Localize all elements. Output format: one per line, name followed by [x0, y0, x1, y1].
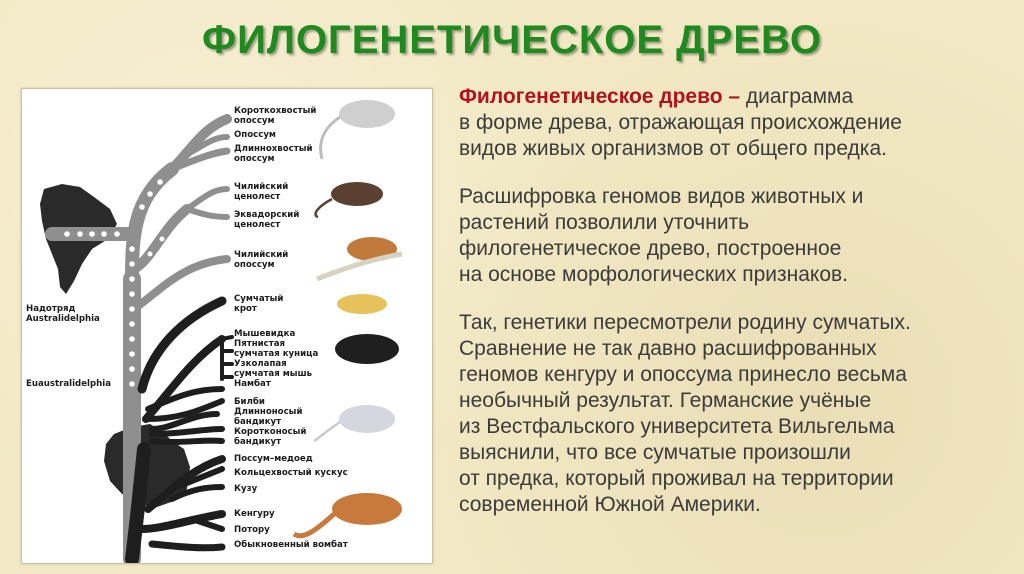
- text-line: растений позволили уточнить: [459, 211, 750, 234]
- opossum-image: [339, 100, 395, 128]
- description-text: [459, 84, 1019, 540]
- leaf-label: Короткохвостый: [234, 106, 317, 116]
- bilby-image: [339, 405, 395, 433]
- text-line: Сравнение не так давно расшифрованных: [459, 337, 877, 360]
- text-line: Так, генетики пересмотрели родину сумчатых.: [459, 311, 911, 334]
- leaf-label: Пятнистая: [234, 339, 286, 349]
- leaf-label: сумчатая куница: [234, 349, 319, 359]
- text-line: Расшифровка геномов видов животных и: [459, 185, 864, 208]
- definition-paragraph: [459, 84, 1019, 162]
- superorder-label: Надотряд: [26, 304, 76, 314]
- leaf-label: опоссум: [234, 116, 275, 126]
- leaf-label: Билби: [234, 397, 265, 407]
- leaf-label: Обыкновенный вомбат: [234, 540, 348, 550]
- leaf-label: Эквадорский: [234, 210, 300, 220]
- leaf-label: Потору: [234, 525, 270, 535]
- text-line: диаграмма: [740, 85, 854, 108]
- leaf-label: Намбат: [234, 379, 271, 389]
- superorder-label: Australidelphia: [26, 314, 100, 324]
- leaf-label: Опоссум: [234, 130, 276, 140]
- leaf-label: бандикут: [234, 437, 282, 447]
- leaf-labels: [234, 106, 348, 550]
- text-line: выяснили, что все сумчатые произошли: [459, 441, 851, 464]
- leaf-label: Мышевидка: [234, 329, 296, 339]
- cenolest-image: [331, 182, 383, 206]
- leaf-label: опоссум: [234, 154, 275, 164]
- leaf-label: Коротконосый: [234, 427, 307, 437]
- leaf-label: Длинноносый: [234, 407, 303, 417]
- kangaroo-image: [332, 493, 402, 525]
- leaf-label: опоссум: [234, 260, 275, 270]
- definition-term: Филогенетическое древо –: [459, 85, 741, 108]
- leaf-label: бандикут: [234, 417, 282, 427]
- tree-diagram: [22, 89, 432, 563]
- marsupial-mole-image: [337, 294, 387, 314]
- slide-title: ФИЛОГЕНЕТИЧЕСКОЕ ДРЕВО: [201, 18, 823, 62]
- leaf-label: крот: [234, 304, 257, 314]
- leaf-label: ценолест: [234, 192, 281, 202]
- text-line: необычный результат. Германские учёные: [459, 389, 872, 412]
- text-line: геномов кенгуру и опоссума принесло весьма: [459, 363, 907, 386]
- text-line: от предка, который проживал на территории: [459, 467, 894, 490]
- genome-paragraph: [459, 184, 1019, 288]
- text-line: из Вестфальского университета Вильгельма: [459, 415, 895, 438]
- text-line: современной Южной Америки.: [459, 493, 761, 516]
- quoll-image: [335, 334, 399, 364]
- leaf-label: Поссум–медоед: [234, 454, 313, 464]
- phylogenetic-tree-figure: [21, 88, 433, 564]
- leaf-label: Кузу: [234, 484, 258, 494]
- leaf-label: ценолест: [234, 220, 281, 230]
- leaf-label: Сумчатый: [234, 294, 284, 304]
- leaf-label: Кольцехвостый кускус: [234, 468, 348, 478]
- leaf-label: Кенгуру: [234, 509, 275, 519]
- leaf-label: Чилийский: [234, 250, 289, 260]
- text-line: филогенетическое древо, построенное: [459, 237, 842, 260]
- leaf-label: Длиннохвостый: [234, 144, 313, 154]
- clade-labels: [26, 304, 111, 389]
- leaf-label: Узколапая: [234, 359, 287, 369]
- marsupial-origin-paragraph: [459, 310, 1019, 518]
- leaf-label: сумчатая мышь: [234, 369, 313, 379]
- clade-label: Euaustralidelphia: [26, 379, 111, 389]
- text-line: видов живых организмов от общего предка.: [459, 137, 887, 160]
- leaf-label: Чилийский: [234, 182, 289, 192]
- text-line: на основе морфологических признаков.: [459, 263, 849, 286]
- text-line: в форме древа, отражающая происхождение: [459, 111, 902, 134]
